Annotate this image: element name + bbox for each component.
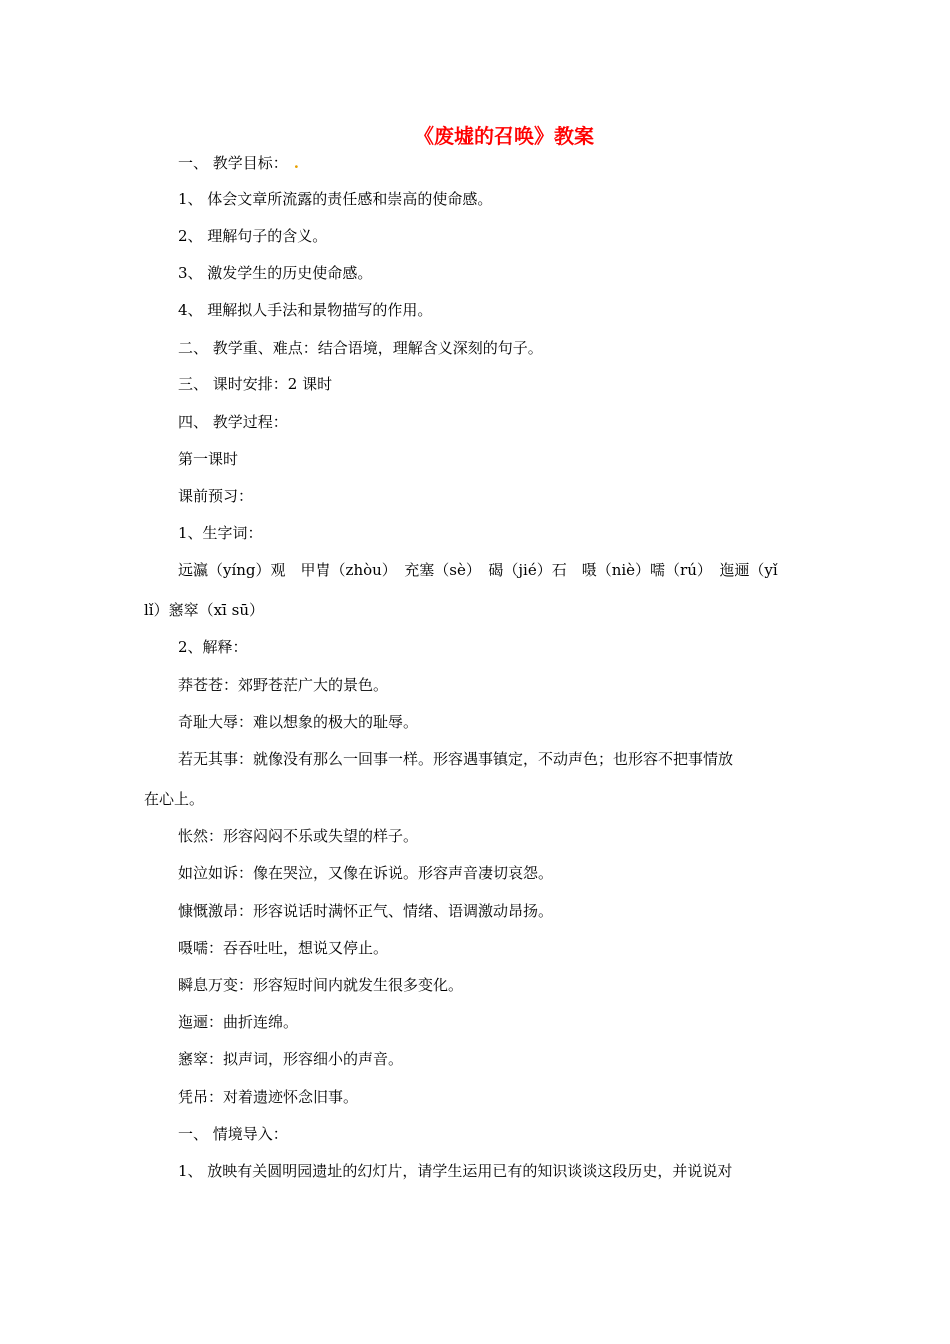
explain-item: 莽苍苍：郊野苍茫广大的景色。 (178, 676, 389, 694)
explain-item: 慷慨激昂：形容说话时满怀正气、情绪、语调激动昂扬。 (178, 902, 554, 920)
section-heading-intro: 一、 情境导入： (178, 1125, 288, 1143)
explain-item: 迤逦：曲折连绵。 (178, 1013, 299, 1031)
goal-item-4: 4、 理解拟人手法和景物描写的作用。 (178, 301, 433, 319)
vocab-line-1: 远瀛（yíng）观 甲胄（zhòu） 充塞（sè） 碣（jié）石 嗫（niè）嚅（rú） 迤逦（yǐ (178, 561, 778, 579)
goal-item-3: 3、 激发学生的历史使命感。 (178, 264, 373, 282)
explain-heading: 2、解释： (178, 638, 248, 656)
explain-item-continued: 在心上。 (144, 790, 205, 808)
explain-item: 如泣如诉：像在哭泣，又像在诉说。形容声音凄切哀怨。 (178, 864, 554, 882)
section-heading-schedule: 三、 课时安排：2 课时 (178, 375, 333, 393)
vocab-heading: 1、生字词： (178, 524, 263, 542)
goal-item-2: 2、 理解句子的含义。 (178, 227, 328, 245)
explain-item: 若无其事：就像没有那么一回事一样。形容遇事镇定，不动声色；也形容不把事情放 (178, 750, 734, 768)
preview-heading: 课前预习： (178, 487, 254, 505)
vocab-line-2: lǐ）窸窣（xī sū） (144, 601, 264, 619)
explain-item: 怅然：形容闷闷不乐或失望的样子。 (178, 827, 419, 845)
explain-item: 窸窣：拟声词，形容细小的声音。 (178, 1050, 404, 1068)
section-heading-goals (178, 152, 299, 174)
goal-item-1: 1、 体会文章所流露的责任感和崇高的使命感。 (178, 190, 493, 208)
explain-item: 奇耻大辱：难以想象的极大的耻辱。 (178, 713, 419, 731)
explain-item: 瞬息万变：形容短时间内就发生很多变化。 (178, 976, 464, 994)
intro-item-1: 1、 放映有关圆明园遗址的幻灯片，请学生运用已有的知识谈谈这段历史，并说说对 (178, 1162, 733, 1180)
section-heading-focus: 二、 教学重、难点：结合语境，理解含义深刻的句子。 (178, 339, 543, 357)
explain-item: 凭吊：对着遗迹怀念旧事。 (178, 1088, 359, 1106)
page-title: 《废墟的召唤》教案 (414, 124, 594, 148)
mark-dot: . (293, 154, 300, 172)
lesson-heading: 第一课时 (178, 450, 239, 468)
section-heading-process: 四、 教学过程： (178, 413, 288, 431)
explain-item: 嗫嚅：吞吞吐吐，想说又停止。 (178, 939, 389, 957)
line-text: 一、 教学目标： (178, 154, 288, 172)
